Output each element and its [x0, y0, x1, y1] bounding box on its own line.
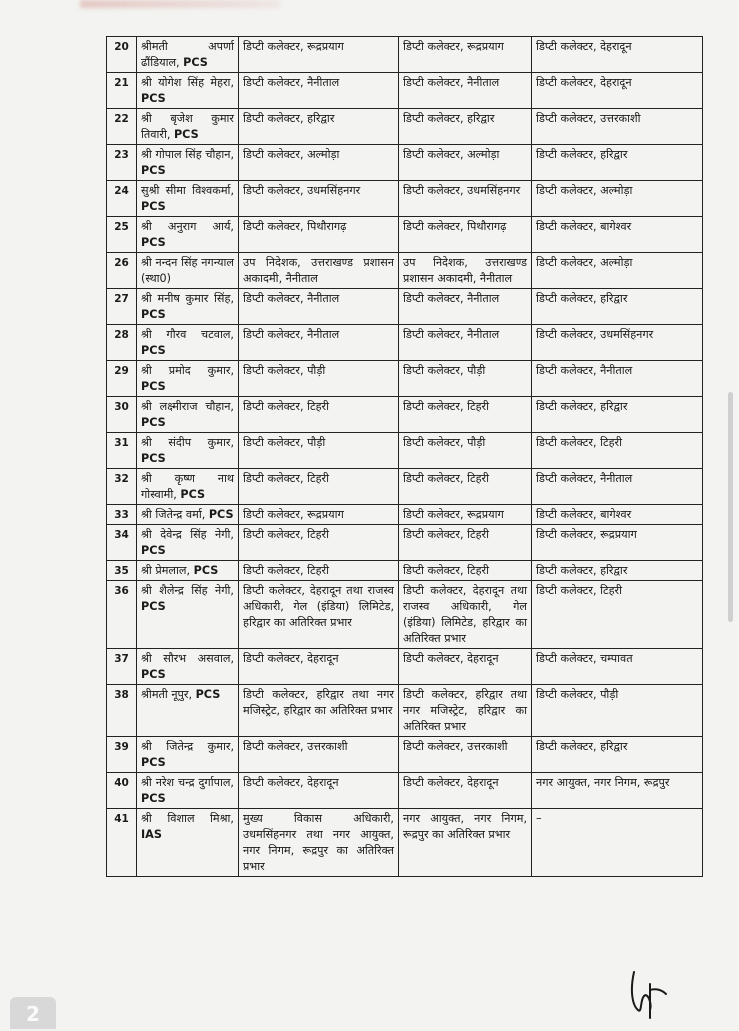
table-row — [107, 505, 703, 525]
scrollbar-thumb[interactable] — [728, 392, 733, 622]
relieved-posting-cell: डिप्टी कलेक्टर, टिहरी — [399, 469, 532, 505]
relieved-posting-cell: डिप्टी कलेक्टर, उत्तरकाशी — [399, 737, 532, 773]
officer-name: श्री जितेन्द्र वर्मा, — [141, 508, 206, 521]
serial-number-cell: 34 — [107, 525, 137, 561]
relieved-posting-cell: डिप्टी कलेक्टर, देहरादून तथा राजस्व अधिकारी, गेल (इंडिया) लिमिटेड, हरिद्वार का अतिरिक्त प्रभार — [399, 581, 532, 649]
new-posting-cell: डिप्टी कलेक्टर, अल्मोड़ा — [532, 253, 703, 289]
service-suffix: IAS — [141, 828, 162, 841]
officer-name: सुश्री सीमा विश्वकर्मा, — [141, 184, 234, 197]
service-suffix: PCS — [141, 236, 166, 249]
officer-name-cell — [137, 433, 239, 469]
serial-number-cell: 36 — [107, 581, 137, 649]
new-posting-cell: – — [532, 809, 703, 877]
present-posting-cell: डिप्टी कलेक्टर, नैनीताल — [239, 73, 399, 109]
relieved-posting-cell: डिप्टी कलेक्टर, रूद्रप्रयाग — [399, 37, 532, 73]
serial-number-cell: 24 — [107, 181, 137, 217]
serial-number-cell: 35 — [107, 561, 137, 581]
officer-name-cell — [137, 773, 239, 809]
new-posting-cell: डिप्टी कलेक्टर, रूद्रप्रयाग — [532, 525, 703, 561]
serial-number-cell: 27 — [107, 289, 137, 325]
present-posting-cell: डिप्टी कलेक्टर, देहरादून — [239, 773, 399, 809]
serial-number-cell: 39 — [107, 737, 137, 773]
relieved-posting-cell: डिप्टी कलेक्टर, नैनीताल — [399, 73, 532, 109]
officer-name-cell — [137, 109, 239, 145]
serial-number-cell: 41 — [107, 809, 137, 877]
officer-name: श्री जितेन्द्र कुमार, — [141, 740, 234, 753]
relieved-posting-cell: डिप्टी कलेक्टर, देहरादून — [399, 649, 532, 685]
table-row — [107, 581, 703, 649]
officer-name-cell — [137, 505, 239, 525]
relieved-posting-cell: डिप्टी कलेक्टर, पौड़ी — [399, 361, 532, 397]
relieved-posting-cell: डिप्टी कलेक्टर, अल्मोड़ा — [399, 145, 532, 181]
signature-mark — [620, 960, 680, 1020]
officer-name: श्री नन्दन सिंह नगन्याल (स्था0) — [141, 256, 234, 285]
officer-name-cell — [137, 37, 239, 73]
officer-name-cell — [137, 217, 239, 253]
serial-number-cell: 38 — [107, 685, 137, 737]
present-posting-cell: डिप्टी कलेक्टर, देहरादून तथा राजस्व अधिकारी, गेल (इंडिया) लिमिटेड, हरिद्वार का अतिरिक्त प्रभार — [239, 581, 399, 649]
serial-number-cell: 23 — [107, 145, 137, 181]
service-suffix: PCS — [141, 452, 166, 465]
service-suffix: PCS — [141, 380, 166, 393]
serial-number-cell: 30 — [107, 397, 137, 433]
present-posting-cell: डिप्टी कलेक्टर, पौड़ी — [239, 361, 399, 397]
serial-number-cell: 31 — [107, 433, 137, 469]
serial-number-cell: 32 — [107, 469, 137, 505]
officer-name-cell — [137, 469, 239, 505]
serial-number-cell: 26 — [107, 253, 137, 289]
table-row — [107, 73, 703, 109]
present-posting-cell: डिप्टी कलेक्टर, नैनीताल — [239, 289, 399, 325]
service-suffix: PCS — [183, 56, 208, 69]
new-posting-cell: डिप्टी कलेक्टर, चम्पावत — [532, 649, 703, 685]
service-suffix: PCS — [141, 164, 166, 177]
new-posting-cell: डिप्टी कलेक्टर, नैनीताल — [532, 361, 703, 397]
officer-name-cell — [137, 73, 239, 109]
present-posting-cell: डिप्टी कलेक्टर, टिहरी — [239, 561, 399, 581]
new-posting-cell: डिप्टी कलेक्टर, हरिद्वार — [532, 145, 703, 181]
service-suffix: PCS — [141, 600, 166, 613]
present-posting-cell: उप निदेशक, उत्तराखण्ड प्रशासन अकादमी, नैनीताल — [239, 253, 399, 289]
officer-name-cell — [137, 325, 239, 361]
service-suffix: PCS — [141, 668, 166, 681]
officer-name-cell — [137, 561, 239, 581]
officer-name: श्री विशाल मिश्रा, — [141, 812, 234, 825]
service-suffix: PCS — [141, 416, 166, 429]
table-row — [107, 649, 703, 685]
officer-name: श्री सौरभ असवाल, — [141, 652, 234, 665]
table-row — [107, 145, 703, 181]
relieved-posting-cell: नगर आयुक्त, नगर निगम, रूद्रपुर का अतिरिक्त प्रभार — [399, 809, 532, 877]
table-row — [107, 253, 703, 289]
officer-name-cell — [137, 685, 239, 737]
transfer-table-body — [107, 37, 703, 877]
table-row — [107, 561, 703, 581]
present-posting-cell: डिप्टी कलेक्टर, रूद्रप्रयाग — [239, 37, 399, 73]
new-posting-cell: डिप्टी कलेक्टर, नैनीताल — [532, 469, 703, 505]
table-row — [107, 809, 703, 877]
new-posting-cell: डिप्टी कलेक्टर, हरिद्वार — [532, 737, 703, 773]
new-posting-cell: डिप्टी कलेक्टर, बागेश्वर — [532, 505, 703, 525]
relieved-posting-cell: डिप्टी कलेक्टर, देहरादून — [399, 773, 532, 809]
table-row — [107, 181, 703, 217]
service-suffix: PCS — [195, 688, 221, 701]
table-row — [107, 773, 703, 809]
officer-name-cell — [137, 361, 239, 397]
officer-name: श्री लक्ष्मीराज चौहान, — [141, 400, 234, 413]
officer-name: श्री प्रमोद कुमार, — [141, 364, 234, 377]
officer-name-cell — [137, 289, 239, 325]
relieved-posting-cell: डिप्टी कलेक्टर, उधमसिंहनगर — [399, 181, 532, 217]
table-row — [107, 525, 703, 561]
new-posting-cell: डिप्टी कलेक्टर, हरिद्वार — [532, 561, 703, 581]
serial-number-cell: 33 — [107, 505, 137, 525]
officer-name: श्री गौरव चटवाल, — [141, 328, 234, 341]
officer-name: श्री नरेश चन्द्र दुर्गापाल, — [141, 776, 234, 789]
officer-name: श्री संदीप कुमार, — [141, 436, 234, 449]
new-posting-cell: डिप्टी कलेक्टर, देहरादून — [532, 73, 703, 109]
present-posting-cell: डिप्टी कलेक्टर, देहरादून — [239, 649, 399, 685]
relieved-posting-cell: डिप्टी कलेक्टर, हरिद्वार तथा नगर मजिस्ट्रेट, हरिद्वार का अतिरिक्त प्रभार — [399, 685, 532, 737]
present-posting-cell: डिप्टी कलेक्टर, रूद्रप्रयाग — [239, 505, 399, 525]
present-posting-cell: डिप्टी कलेक्टर, उधमसिंहनगर — [239, 181, 399, 217]
officer-name: श्री शैलेन्द्र सिंह नेगी, — [141, 584, 234, 597]
officer-name-cell — [137, 809, 239, 877]
new-posting-cell: डिप्टी कलेक्टर, पौड़ी — [532, 685, 703, 737]
officer-name: श्री मनीष कुमार सिंह, — [141, 292, 234, 305]
present-posting-cell: डिप्टी कलेक्टर, पिथौरागढ़ — [239, 217, 399, 253]
officer-name: श्री कृष्ण नाथ गोस्वामी, — [141, 472, 234, 501]
relieved-posting-cell: डिप्टी कलेक्टर, रूद्रप्रयाग — [399, 505, 532, 525]
service-suffix: PCS — [141, 92, 166, 105]
table-row — [107, 361, 703, 397]
officer-name-cell — [137, 581, 239, 649]
present-posting-cell: डिप्टी कलेक्टर, पौड़ी — [239, 433, 399, 469]
new-posting-cell: डिप्टी कलेक्टर, हरिद्वार — [532, 289, 703, 325]
service-suffix: PCS — [141, 792, 166, 805]
present-posting-cell: डिप्टी कलेक्टर, उत्तरकाशी — [239, 737, 399, 773]
present-posting-cell: डिप्टी कलेक्टर, टिहरी — [239, 525, 399, 561]
table-row — [107, 325, 703, 361]
table-row — [107, 433, 703, 469]
relieved-posting-cell: डिप्टी कलेक्टर, नैनीताल — [399, 289, 532, 325]
service-suffix: PCS — [180, 488, 206, 501]
officer-name-cell — [137, 181, 239, 217]
relieved-posting-cell: डिप्टी कलेक्टर, पौड़ी — [399, 433, 532, 469]
officer-name: श्रीमती अपर्णा ढौंडियाल, — [141, 40, 234, 69]
page-number-badge: 2 — [10, 997, 56, 1029]
new-posting-cell: डिप्टी कलेक्टर, देहरादून — [532, 37, 703, 73]
service-suffix: PCS — [141, 344, 166, 357]
service-suffix: PCS — [208, 508, 234, 521]
service-suffix: PCS — [141, 544, 166, 557]
present-posting-cell: मुख्य विकास अधिकारी, उधमसिंहनगर तथा नगर आयुक्त, नगर निगम, रूद्रपुर का अतिरिक्त प्रभार — [239, 809, 399, 877]
table-row — [107, 737, 703, 773]
present-posting-cell: डिप्टी कलेक्टर, अल्मोड़ा — [239, 145, 399, 181]
officer-name: श्री गोपाल सिंह चौहान, — [141, 148, 234, 161]
serial-number-cell: 40 — [107, 773, 137, 809]
serial-number-cell: 29 — [107, 361, 137, 397]
service-suffix: PCS — [141, 308, 166, 321]
relieved-posting-cell: डिप्टी कलेक्टर, हरिद्वार — [399, 109, 532, 145]
serial-number-cell: 25 — [107, 217, 137, 253]
new-posting-cell: डिप्टी कलेक्टर, बागेश्वर — [532, 217, 703, 253]
serial-number-cell: 20 — [107, 37, 137, 73]
officer-name-cell — [137, 253, 239, 289]
officer-name-cell — [137, 649, 239, 685]
present-posting-cell: डिप्टी कलेक्टर, हरिद्वार — [239, 109, 399, 145]
new-posting-cell: डिप्टी कलेक्टर, उत्तरकाशी — [532, 109, 703, 145]
table-row — [107, 37, 703, 73]
new-posting-cell: डिप्टी कलेक्टर, टिहरी — [532, 581, 703, 649]
service-suffix: PCS — [173, 128, 199, 141]
new-posting-cell: नगर आयुक्त, नगर निगम, रूद्रपुर — [532, 773, 703, 809]
officer-name-cell — [137, 737, 239, 773]
new-posting-cell: डिप्टी कलेक्टर, उधमसिंहनगर — [532, 325, 703, 361]
new-posting-cell: डिप्टी कलेक्टर, अल्मोड़ा — [532, 181, 703, 217]
table-row — [107, 217, 703, 253]
new-posting-cell: डिप्टी कलेक्टर, टिहरी — [532, 433, 703, 469]
transfer-table — [106, 36, 703, 877]
service-suffix: PCS — [141, 756, 166, 769]
officer-name-cell — [137, 397, 239, 433]
present-posting-cell: डिप्टी कलेक्टर, टिहरी — [239, 397, 399, 433]
serial-number-cell: 28 — [107, 325, 137, 361]
table-row — [107, 109, 703, 145]
service-suffix: PCS — [141, 200, 166, 213]
new-posting-cell: डिप्टी कलेक्टर, हरिद्वार — [532, 397, 703, 433]
present-posting-cell: डिप्टी कलेक्टर, हरिद्वार तथा नगर मजिस्ट्रेट, हरिद्वार का अतिरिक्त प्रभार — [239, 685, 399, 737]
service-suffix: PCS — [193, 564, 219, 577]
officer-name: श्री प्रेमलाल, — [141, 564, 191, 577]
relieved-posting-cell: डिप्टी कलेक्टर, टिहरी — [399, 397, 532, 433]
officer-name: श्री बृजेश कुमार तिवारी, — [141, 112, 234, 141]
officer-name: श्री देवेन्द्र सिंह नेगी, — [141, 528, 234, 541]
table-row — [107, 685, 703, 737]
relieved-posting-cell: डिप्टी कलेक्टर, टिहरी — [399, 525, 532, 561]
officer-name: श्रीमती नूपुर, — [141, 688, 193, 701]
serial-number-cell: 37 — [107, 649, 137, 685]
relieved-posting-cell: डिप्टी कलेक्टर, नैनीताल — [399, 325, 532, 361]
officer-name: श्री अनुराग आर्य, — [141, 220, 234, 233]
officer-name-cell — [137, 525, 239, 561]
present-posting-cell: डिप्टी कलेक्टर, नैनीताल — [239, 325, 399, 361]
header-remnant — [80, 0, 280, 8]
relieved-posting-cell: डिप्टी कलेक्टर, टिहरी — [399, 561, 532, 581]
table-row — [107, 289, 703, 325]
relieved-posting-cell: डिप्टी कलेक्टर, पिथौरागढ़ — [399, 217, 532, 253]
serial-number-cell: 22 — [107, 109, 137, 145]
table-row — [107, 469, 703, 505]
relieved-posting-cell: उप निदेशक, उत्तराखण्ड प्रशासन अकादमी, नैनीताल — [399, 253, 532, 289]
present-posting-cell: डिप्टी कलेक्टर, टिहरी — [239, 469, 399, 505]
officer-name-cell — [137, 145, 239, 181]
table-row — [107, 397, 703, 433]
serial-number-cell: 21 — [107, 73, 137, 109]
officer-name: श्री योगेश सिंह मेहरा, — [141, 76, 234, 89]
